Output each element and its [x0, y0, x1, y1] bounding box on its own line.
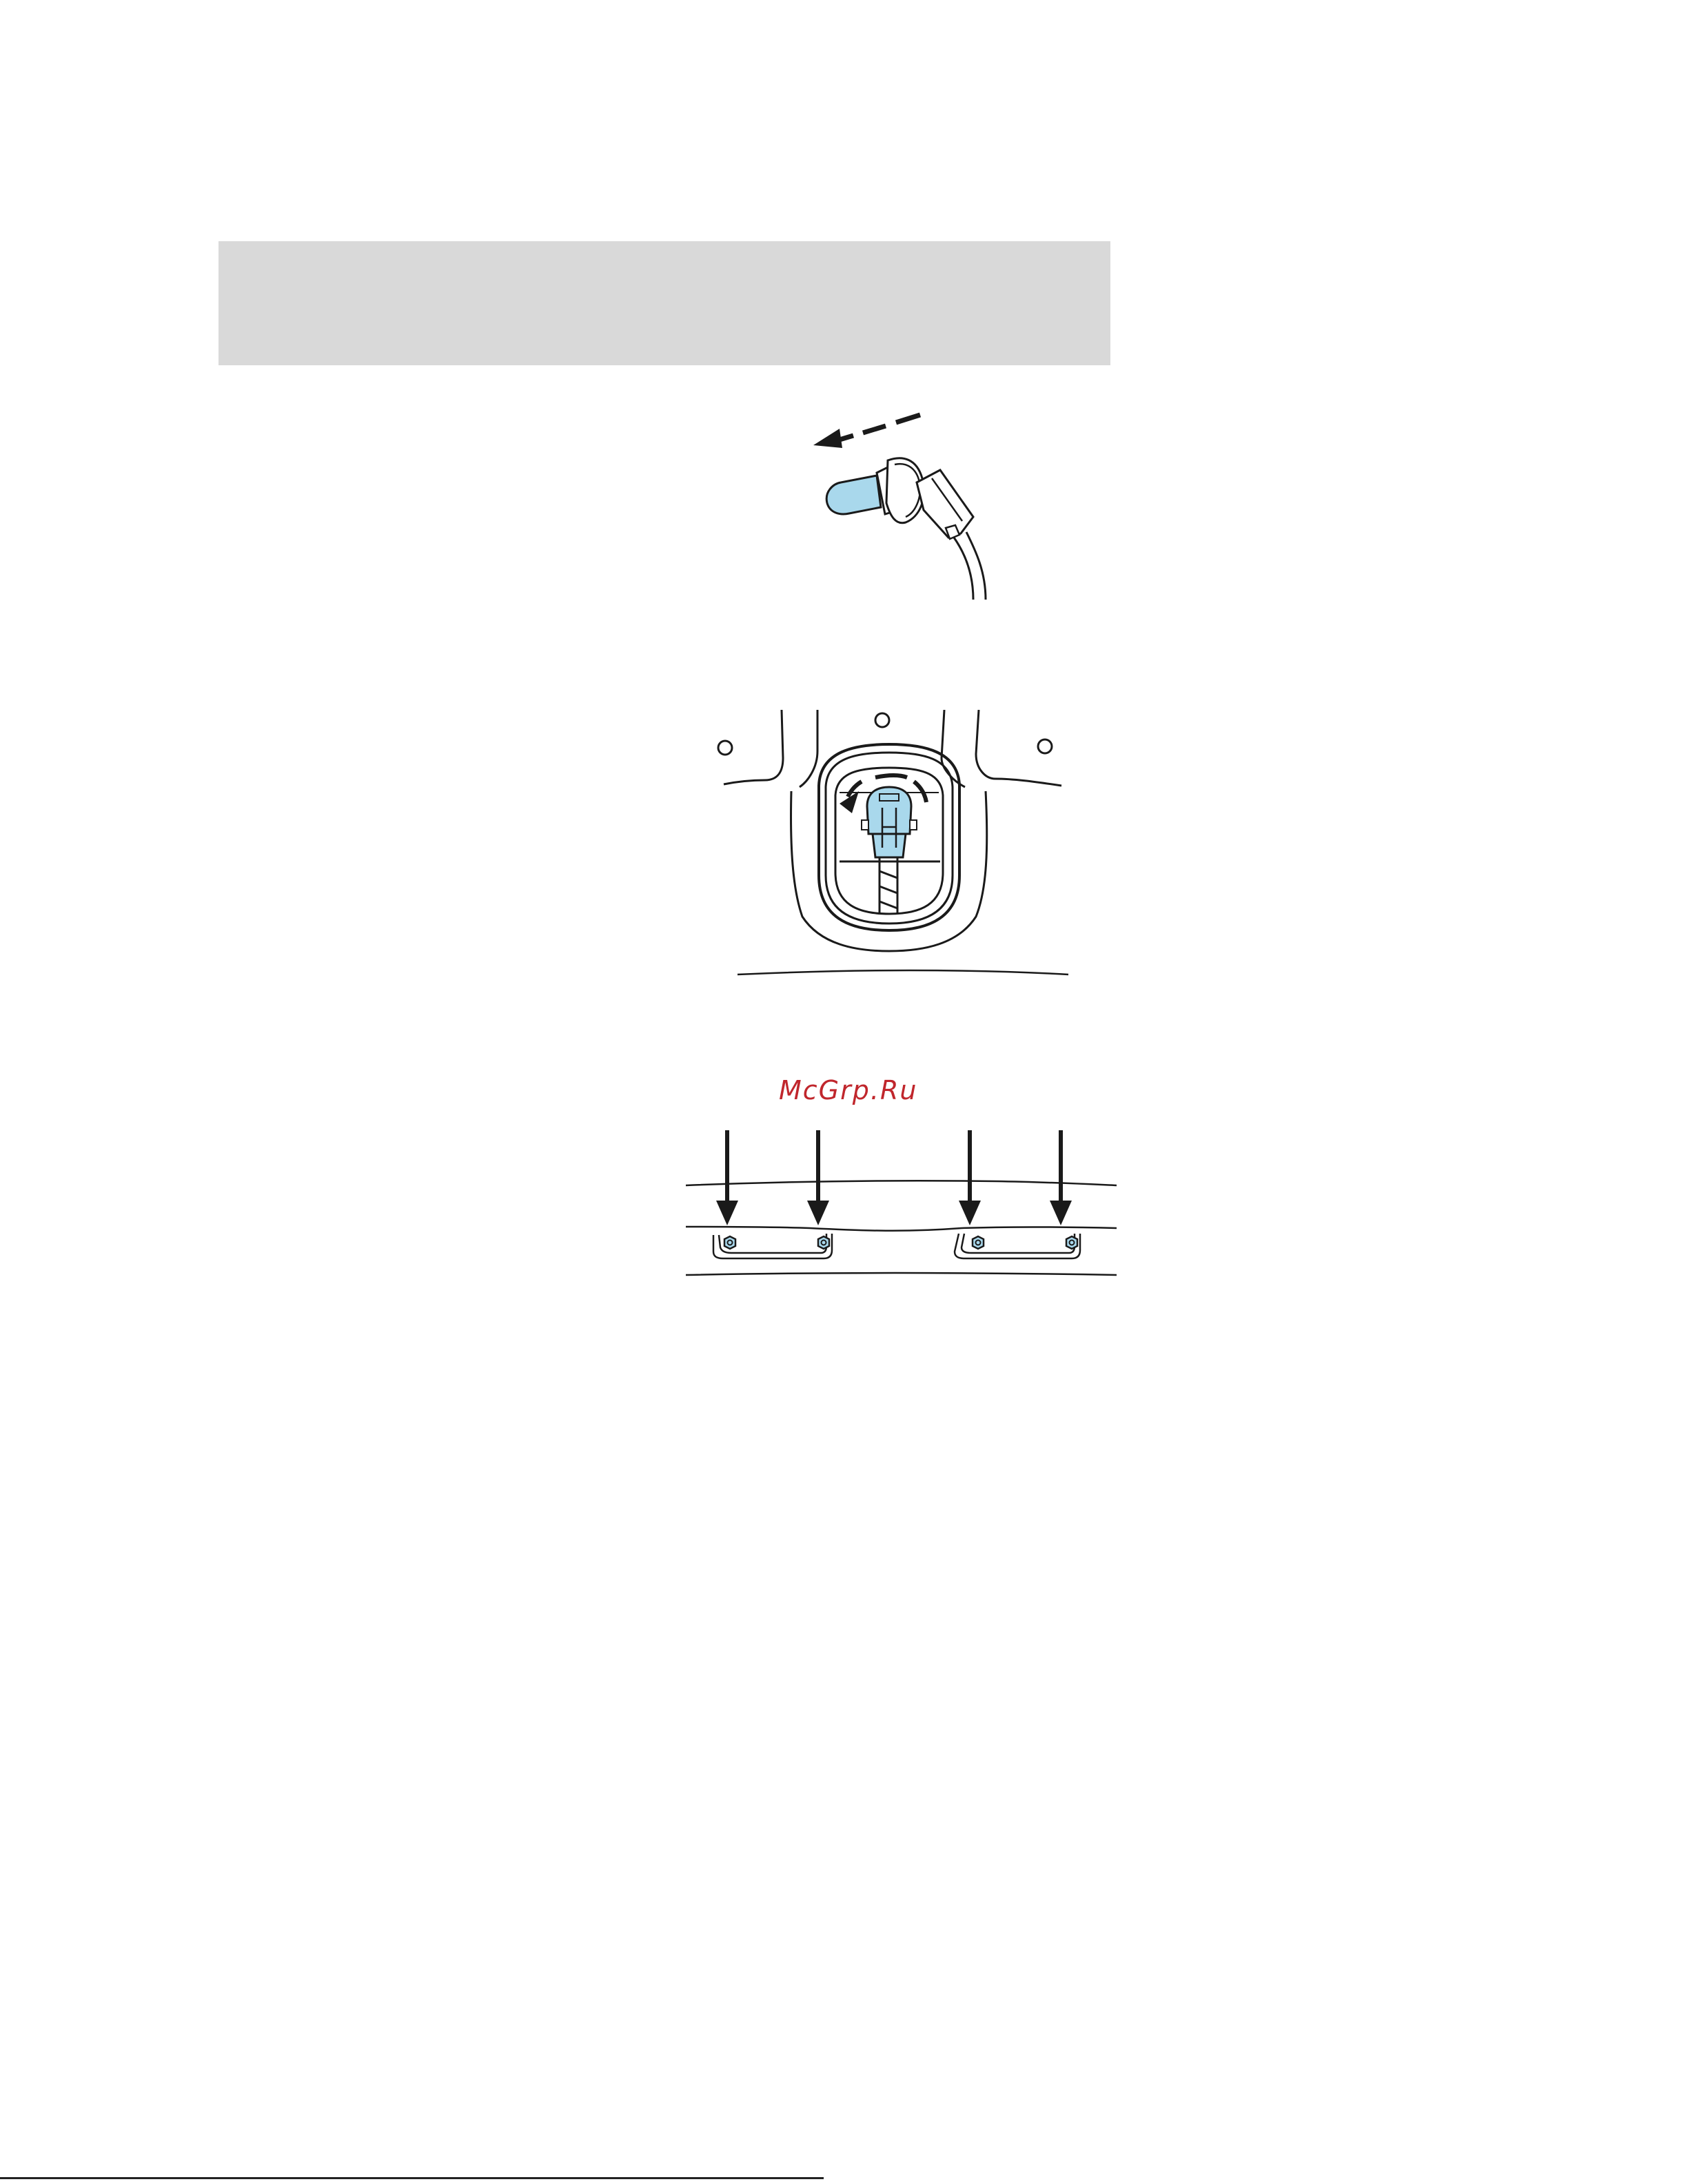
mounting-hole: [875, 713, 889, 727]
wire-icon: [879, 857, 897, 914]
wire-icon: [954, 538, 973, 600]
bulb-removal-figure: [813, 407, 1006, 600]
bulb-socket-icon: [862, 787, 917, 857]
arrow-down-icon: [1050, 1130, 1072, 1225]
arrow-down-icon: [807, 1130, 829, 1225]
bolt-icon: [724, 1236, 1077, 1249]
mounting-hole: [718, 741, 732, 755]
section-header-bar: [218, 241, 1110, 365]
dashed-arrow-left-icon: [840, 415, 920, 440]
mounting-hole: [1038, 739, 1052, 753]
bolt-locations-figure: [686, 1130, 1117, 1309]
arrow-head: [813, 429, 842, 448]
footer-rule: [0, 2177, 824, 2179]
arrow-down-icon: [959, 1130, 981, 1225]
socket-rotation-figure: [717, 710, 1089, 999]
bulb-glass-icon: [826, 476, 881, 514]
watermark-text: McGrp.Ru: [779, 1075, 918, 1105]
arrow-down-icon: [716, 1130, 738, 1225]
